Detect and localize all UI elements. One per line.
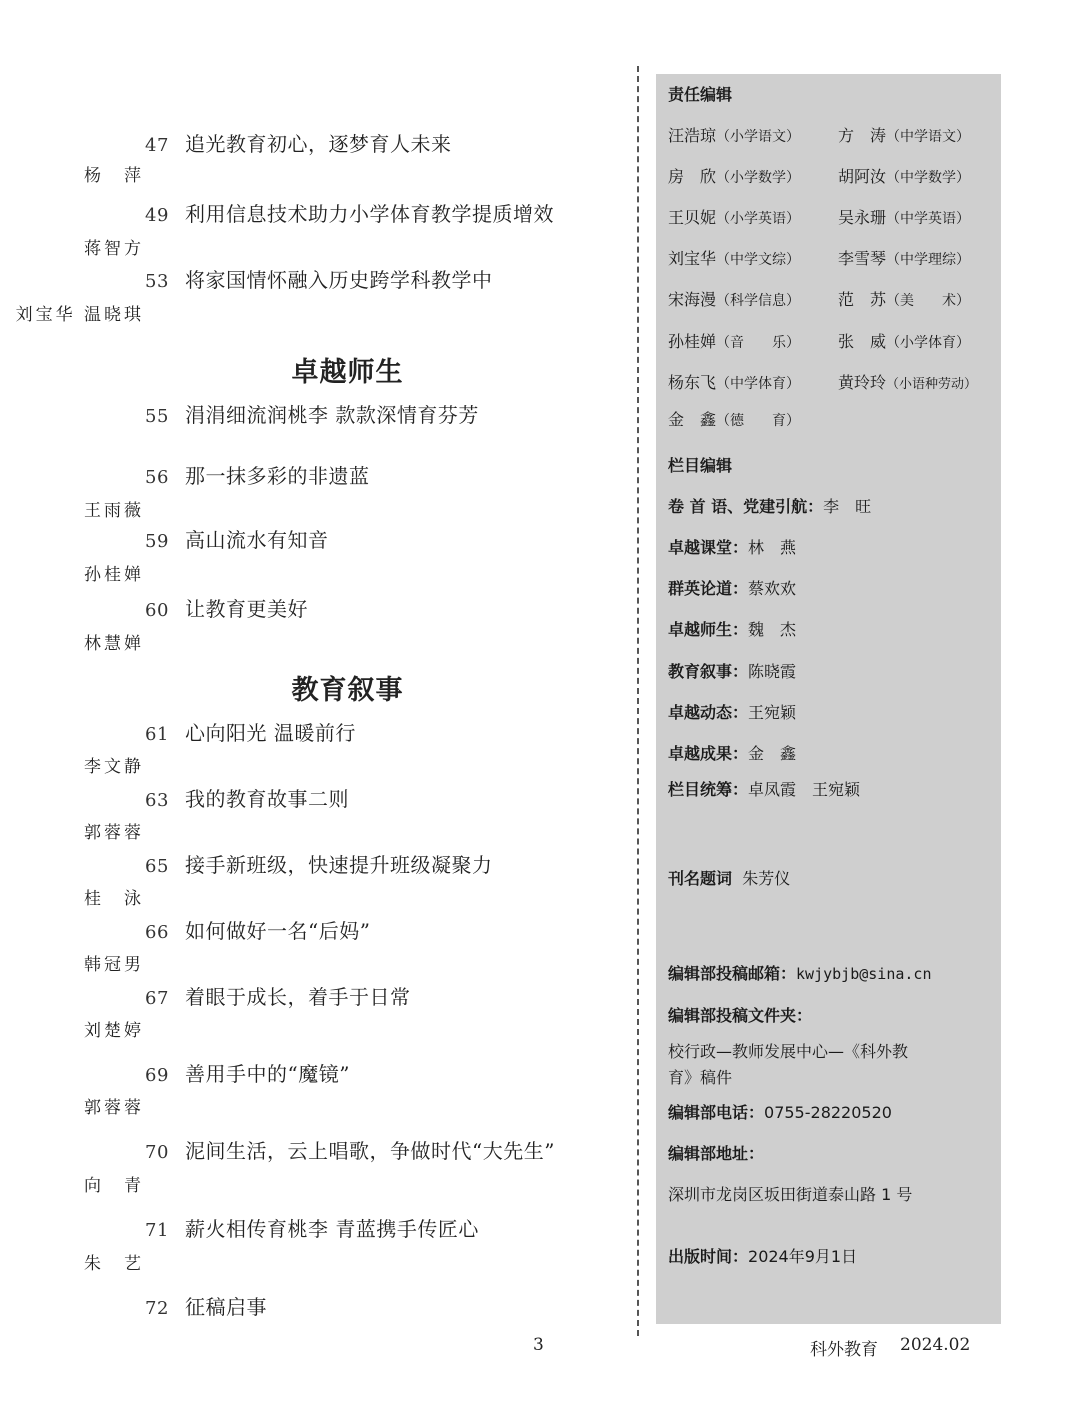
editor-role: （小学英语）: [716, 211, 801, 227]
editor-entry: [668, 164, 800, 187]
editor-entry: [668, 246, 800, 269]
entry-author: 孙桂婵: [84, 565, 144, 585]
entry-title-text: 让教育更美好: [185, 597, 308, 621]
column-editor-row: [668, 494, 871, 517]
column-value: 王宛颖: [748, 703, 797, 722]
page-number: 53: [145, 271, 169, 292]
page-number: 69: [145, 1065, 169, 1086]
entry-author: 向 青: [84, 1176, 144, 1196]
page-number: 59: [145, 531, 169, 552]
editor-name: 刘宝华: [668, 249, 717, 268]
entry-author: 王雨薇: [84, 501, 144, 521]
entry-author: 朱 艺: [84, 1254, 144, 1274]
editor-role: （美 术）: [886, 293, 971, 309]
column-editors-heading: 栏目编辑: [668, 456, 733, 475]
toc-entry-title[interactable]: [145, 783, 349, 812]
column-label: 卓越成果：: [668, 744, 749, 763]
date-label: 出版时间：: [668, 1247, 749, 1266]
page-number: 47: [145, 135, 169, 156]
column-label: 教育叙事：: [668, 662, 749, 681]
editor-entry: [668, 205, 800, 228]
editor-role: （小学体育）: [886, 335, 971, 351]
entry-title-text: 心向阳光 温暖前行: [185, 721, 356, 745]
entry-title-text: 着眼于成长，着手于日常: [185, 985, 411, 1009]
column-value: 陈晓霞: [748, 662, 797, 681]
phone-value: 0755-28220520: [764, 1103, 892, 1122]
address-value: 深圳市龙岗区坂田街道泰山路 1 号: [668, 1185, 913, 1204]
email-value[interactable]: kwjybjb@sina.cn: [796, 965, 932, 983]
column-label: 卓越动态：: [668, 703, 749, 722]
editor-role: （中学英语）: [886, 211, 971, 227]
column-label: 卷 首 语、党建引航：: [668, 497, 824, 516]
editor-name: 王贝妮: [668, 208, 717, 227]
toc-entry-title[interactable]: [145, 399, 479, 428]
entry-author: 桂 泳: [84, 889, 144, 909]
editor-name: 房 欣: [668, 167, 717, 186]
editor-role: （科学信息）: [716, 293, 801, 309]
editor-name: 吴永珊: [838, 208, 887, 227]
page-number: 72: [145, 1298, 169, 1319]
editor-name: 黄玲玲: [838, 373, 887, 392]
folder-value-line: 校行政—教师发展中心—《科外教: [668, 1042, 909, 1061]
entry-author: 李文静: [84, 757, 144, 777]
column-label: 群英论道：: [668, 579, 749, 598]
column-label: 栏目统筹：: [668, 780, 749, 799]
entry-title-text: 薪火相传育桃李 青蓝携手传匠心: [185, 1217, 479, 1241]
editor-name: 张 威: [838, 332, 887, 351]
section-heading: 教育叙事: [291, 675, 404, 706]
footer-journal-name: 科外教育: [810, 1340, 878, 1360]
page-number: 61: [145, 724, 169, 745]
editor-name: 汪浩琼: [668, 126, 717, 145]
column-label: 卓越师生：: [668, 620, 749, 639]
editor-entry: [838, 205, 970, 228]
page-number: 67: [145, 988, 169, 1009]
editor-role: （中学理综）: [886, 252, 971, 268]
entry-author: 林慧婵: [84, 634, 144, 654]
editor-entry: [668, 287, 800, 310]
section-heading: 卓越师生: [291, 357, 404, 388]
entry-author: 刘宝华 温晓琪: [15, 305, 144, 325]
editor-entry: [838, 123, 970, 146]
column-editor-row: [668, 617, 796, 640]
editor-name: 李雪琴: [838, 249, 887, 268]
editor-role: （中学体育）: [716, 376, 801, 392]
editor-entry: [668, 407, 800, 430]
entry-title-text: 我的教育故事二则: [185, 787, 349, 811]
email-label: 编辑部投稿邮箱：: [668, 964, 797, 983]
phone-label: 编辑部电话：: [668, 1103, 765, 1122]
toc-entry-title[interactable]: [145, 981, 411, 1010]
page-number: 70: [145, 1142, 169, 1163]
page-number: 49: [145, 205, 169, 226]
editor-role: （小语种劳动）: [886, 377, 978, 392]
editor-entry: [668, 123, 800, 146]
entry-title-text: 泥间生活，云上唱歌，争做时代“大先生”: [185, 1139, 555, 1163]
toc-entry-title[interactable]: [145, 915, 370, 944]
column-editor-row: [668, 535, 796, 558]
toc-entry-title[interactable]: [145, 1213, 479, 1242]
editor-entry: [668, 329, 800, 352]
editor-role: （中学数学）: [886, 170, 971, 186]
entry-title-text: 如何做好一名“后妈”: [185, 919, 371, 943]
entry-title-text: 征稿启事: [185, 1295, 267, 1319]
toc-entry-title[interactable]: [145, 717, 356, 746]
editor-name: 孙桂婵: [668, 332, 717, 351]
entry-title-text: 善用手中的“魔镜”: [185, 1062, 350, 1086]
entry-author: 韩冠男: [84, 955, 144, 975]
editor-name: 方 涛: [838, 126, 887, 145]
column-editor-row: [668, 777, 860, 800]
masthead-panel: [656, 74, 1001, 1324]
address-label: 编辑部地址：: [668, 1144, 765, 1163]
editor-entry: [838, 370, 977, 393]
column-value: 林 燕: [748, 538, 797, 557]
editor-role: （中学文综）: [716, 252, 801, 268]
toc-entry-title[interactable]: [145, 264, 493, 293]
column-editor-row: [668, 659, 796, 682]
column-value: 金 鑫: [748, 744, 797, 763]
entry-title-text: 追光教育初心，逐梦育人未来: [185, 132, 452, 156]
toc-entry-title[interactable]: [145, 1058, 350, 1087]
entry-author: 蒋智方: [84, 239, 144, 259]
toc-entry-title[interactable]: [145, 198, 554, 227]
toc-entry-title[interactable]: [145, 1135, 555, 1164]
entry-author: 郭蓉蓉: [84, 1098, 144, 1118]
responsible-editors-heading: 责任编辑: [668, 85, 733, 104]
page-number: 65: [145, 856, 169, 877]
editor-name: 金 鑫: [668, 410, 717, 429]
editor-entry: [838, 164, 970, 187]
editor-name: 杨东飞: [668, 373, 717, 392]
folder-value-line: 育》稿件: [668, 1068, 733, 1087]
entry-author: 郭蓉蓉: [84, 823, 144, 843]
toc-entry-title[interactable]: [145, 460, 370, 489]
publish-date-row: [668, 1244, 857, 1267]
editor-name: 宋海漫: [668, 290, 717, 309]
page-number: 66: [145, 922, 169, 943]
page-number: 56: [145, 467, 169, 488]
phone-row: [668, 1100, 892, 1123]
editor-name: 范 苏: [838, 290, 887, 309]
column-value: 魏 杰: [748, 620, 797, 639]
footer-issue: 2024.02: [900, 1335, 971, 1355]
editor-entry: [668, 370, 800, 393]
page-number: 71: [145, 1220, 169, 1241]
page-number: 55: [145, 406, 169, 427]
footer-page-number: 3: [533, 1335, 544, 1355]
entry-title-text: 那一抹多彩的非遗蓝: [185, 464, 370, 488]
column-editor-row: [668, 700, 796, 723]
email-row: [668, 961, 931, 984]
page-number: 60: [145, 600, 169, 621]
entry-title-text: 接手新班级，快速提升班级凝聚力: [185, 853, 493, 877]
column-value: 李 旺: [823, 497, 872, 516]
editor-entry: [838, 329, 970, 352]
folder-label: 编辑部投稿文件夹：: [668, 1006, 813, 1025]
editor-entry: [838, 246, 970, 269]
editor-role: （德 育）: [716, 413, 801, 429]
entry-title-text: 利用信息技术助力小学体育教学提质增效: [185, 202, 554, 226]
editor-role: （中学语文）: [886, 129, 971, 145]
editor-name: 胡阿汝: [838, 167, 887, 186]
entry-title-text: 涓涓细流润桃李 款款深情育芬芳: [185, 403, 479, 427]
editor-entry: [838, 287, 970, 310]
toc-entry-title[interactable]: [145, 524, 329, 553]
page-number: 63: [145, 790, 169, 811]
date-value: 2024年9月1日: [748, 1247, 858, 1266]
entry-title-text: 高山流水有知音: [185, 528, 329, 552]
column-label: 卓越课堂：: [668, 538, 749, 557]
inscription-label: 刊名题词: [668, 869, 733, 888]
entry-author: 刘楚婷: [84, 1021, 144, 1041]
toc-entry-title[interactable]: [145, 849, 493, 878]
toc-entry-title[interactable]: [145, 1291, 267, 1320]
editor-role: （小学语文）: [716, 129, 801, 145]
column-editor-row: [668, 741, 796, 764]
dashed-divider: [637, 66, 639, 1336]
entry-title-text: 将家国情怀融入历史跨学科教学中: [185, 268, 493, 292]
inscription-value: 朱芳仪: [742, 869, 791, 888]
toc-entry-title[interactable]: [145, 128, 452, 157]
column-value: 蔡欢欢: [748, 579, 797, 598]
column-editor-row: [668, 576, 796, 599]
toc-entry-title[interactable]: [145, 593, 308, 622]
editor-role: （小学数学）: [716, 170, 801, 186]
editor-role: （音 乐）: [716, 335, 801, 351]
inscription-row: [668, 866, 790, 889]
entry-author: 杨 萍: [84, 166, 144, 186]
column-value: 卓凤霞 王宛颖: [748, 780, 861, 799]
